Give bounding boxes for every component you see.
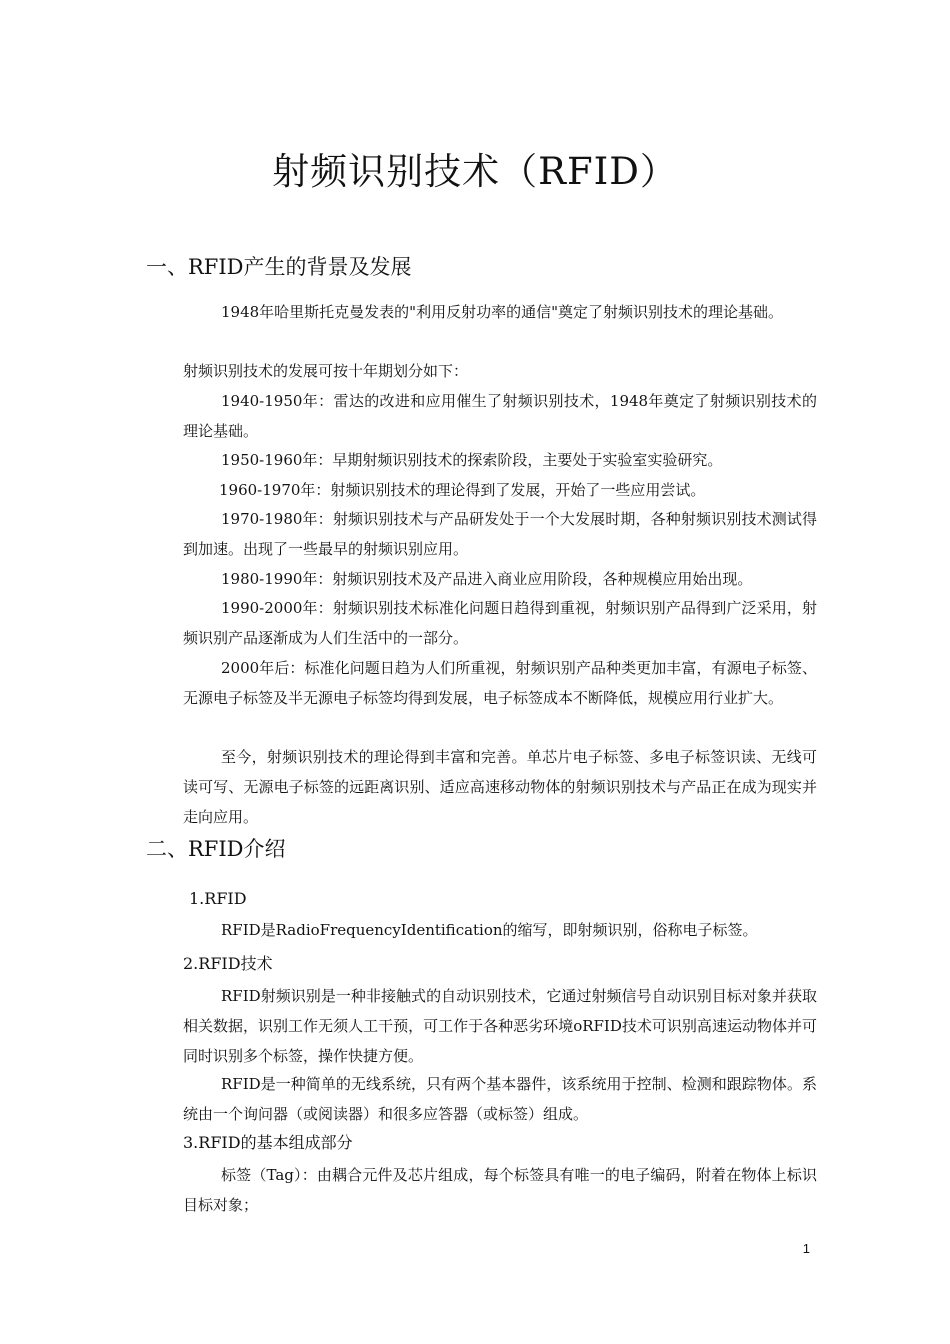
section-heading-background: 一、RFID产生的背景及发展 [146, 255, 412, 279]
document-title: 射频识别技术（RFID） [272, 150, 678, 193]
paragraph-1940-1950: 1940-1950年：雷达的改进和应用催生了射频识别技术，1948年奠定了射频识别技术的理论基础。 [183, 392, 817, 440]
page-number: 1 [802, 1241, 810, 1256]
subsection-heading-components: 3.RFID的基本组成部分 [183, 1133, 353, 1152]
paragraph-tag: 标签（Tag）：由耦合元件及芯片组成，每个标签具有唯一的电子编码，附着在物体上标识目标对象； [183, 1166, 817, 1214]
paragraph-after-2000: 2000年后：标准化问题日趋为人们所重视，射频识别产品种类更加丰富，有源电子标签、无源电子标签及半无源电子标签均得到发展，电子标签成本不断降低，规模应用行业扩大。 [183, 659, 817, 707]
subsection-heading-rfid: 1.RFID [189, 889, 247, 908]
paragraph-rfid-system: RFID是一种简单的无线系统，只有两个基本器件，该系统用于控制、检测和跟踪物体。系统由一个询问器（或阅读器）和很多应答器（或标签）组成。 [183, 1075, 817, 1123]
paragraph-decades-intro: 射频识别技术的发展可按十年期划分如下： [183, 362, 469, 380]
paragraph-rfid-definition: RFID是RadioFrequencyIdentification的缩写，即射频识别，俗称电子标签。 [221, 921, 758, 939]
paragraph-1960-1970: 1960-1970年：射频识别技术的理论得到了发展，开始了一些应用尝试。 [219, 481, 706, 499]
paragraph-1980-1990: 1980-1990年：射频识别技术及产品进入商业应用阶段，各种规模应用始出现。 [221, 570, 753, 588]
subsection-heading-rfid-technology: 2.RFID技术 [183, 954, 273, 973]
paragraph-1990-2000: 1990-2000年：射频识别技术标准化问题日趋得到重视，射频识别产品得到广泛采用，射频识别产品逐渐成为人们生活中的一部分。 [183, 599, 817, 647]
section-heading-introduction: 二、RFID介绍 [146, 837, 286, 861]
paragraph-present: 至今，射频识别技术的理论得到丰富和完善。单芯片电子标签、多电子标签识读、无线可读可写、无源电子标签的远距离识别、适应高速移动物体的射频识别技术与产品正在成为现实并走向应用。 [183, 748, 817, 826]
paragraph-rfid-technology: RFID射频识别是一种非接触式的自动识别技术，它通过射频信号自动识别目标对象并获取相关数据，识别工作无须人工干预，可工作于各种恶劣环境oRFID技术可识别高速运动物体并可同时识别多个标签，操作快捷方便。 [183, 987, 817, 1065]
paragraph-1950-1960: 1950-1960年：早期射频识别技术的探索阶段，主要处于实验室实验研究。 [221, 451, 723, 469]
paragraph-1970-1980: 1970-1980年：射频识别技术与产品研发处于一个大发展时期，各种射频识别技术测试得到加速。出现了一些最早的射频识别应用。 [183, 510, 817, 558]
paragraph-origin: 1948年哈里斯托克曼发表的"利用反射功率的通信"奠定了射频识别技术的理论基础。 [221, 303, 783, 321]
